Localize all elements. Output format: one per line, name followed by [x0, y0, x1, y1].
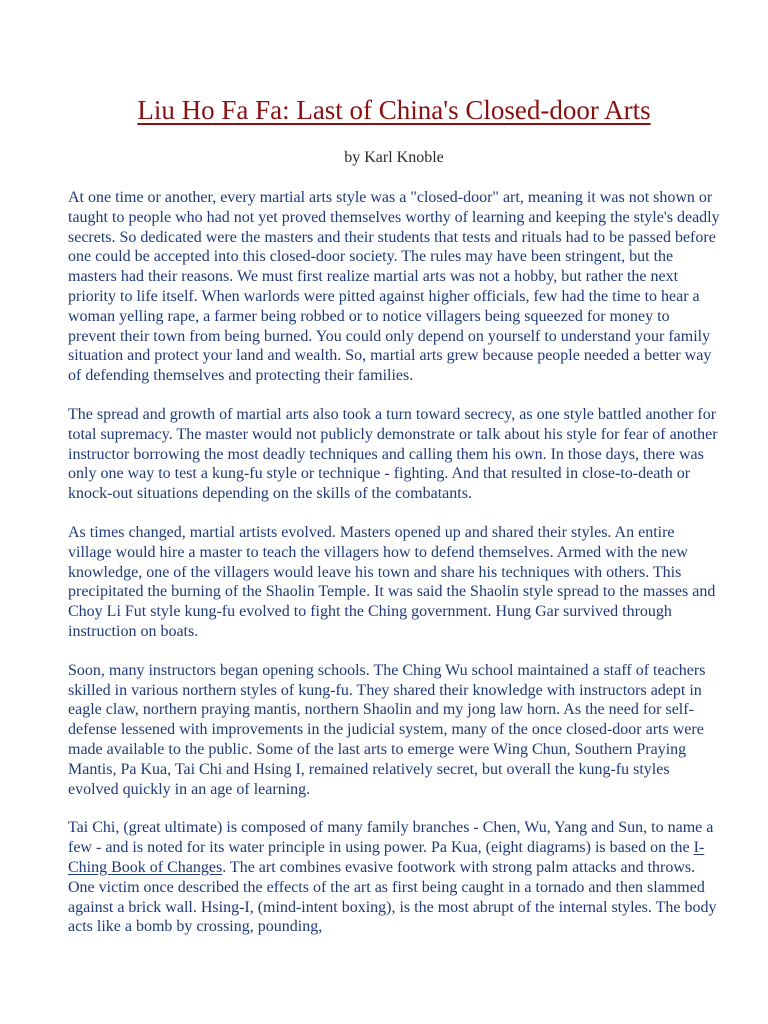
paragraph-5: [68, 818, 720, 937]
article: [68, 92, 720, 956]
paragraph-3: As times changed, martial artists evolved. Masters opened up and shared their styles. An entire village would hire a master to teach the villagers how to defend themselves. Armed with the new knowledge, one of the villagers would leave his town and share his techniques with others. This precipitated the burning of the Shaolin Temple. It was said the Shaolin style spread to the masses and Choy Li Fut style kung-fu evolved to fight the Ching government. Hung Gar survived through instruction on boats.: [68, 523, 716, 640]
paragraph-5-text-start: Tai Chi, (great ultimate) is composed of many family branches - Chen, Wu, Yang and Sun, to name a few - and is noted for its water principle in using power. Pa Kua, (eight diagrams) is based on the: [68, 819, 714, 857]
paragraph-1: At one time or another, every martial arts style was a "closed-door" art, meaning it was not shown or taught to people who had not yet proved themselves worthy of learning and keeping the style's deadly secrets. So dedicated were the masters and their students that tests and rituals had to be passed before one could be accepted into this closed-door society. The rules may have been stringent, but the masters had their reasons. We must first realize martial arts was not a hobby, but rather the next priority to life itself. When warlords were pitted against higher officials, few had the time to hear a woman yelling rape, a farmer being robbed or to notice villagers being squeezed for money to prevent their town from being burned. You could only depend on yourself to understand your family situation and protect your land and wealth. So, martial arts grew because people needed a better way of defending themselves and protecting their families.: [68, 189, 720, 385]
paragraph-4: Soon, many instructors began opening schools. The Ching Wu school maintained a staff of teachers skilled in various northern styles of kung-fu. They shared their knowledge with instructors adept in eagle claw, northern praying mantis, northern Shaolin and my jong law horn. As the need for self-defense lessened with improvements in the judicial system, many of the once closed-door arts were made available to the public. Some of the last arts to emerge were Wing Chun, Southern Praying Mantis, Pa Kua, Tai Chi and Hsing I, remained relatively secret, but overall the kung-fu styles evolved quickly in an age of learning.: [68, 661, 706, 798]
i-ching-link[interactable]: I-Ching Book of Changes: [68, 839, 705, 876]
paragraph-2: The spread and growth of martial arts also took a turn toward secrecy, as one style battled another for total supremacy. The master would not publicly demonstrate or talk about his style for fear of another instructor borrowing the most deadly techniques and calling them his own. In those days, there was only one way to test a kung-fu style or technique - fighting. And that resulted in close-to-death or knock-out situations depending on the skills of the combatants.: [68, 405, 718, 503]
paragraph-5-text-end: . The art combines evasive footwork with strong palm attacks and throws. One victim once described the effects of the art as first being caught in a tornado and then slammed against a brick wall. Hsing-I, (mind-intent boxing), is the most abrupt of the internal styles. The body acts like a bomb by crossing, pounding,: [68, 858, 717, 936]
byline: by Karl Knoble: [344, 149, 444, 166]
article-title: Liu Ho Fa Fa: Last of China's Closed-door Arts: [137, 95, 651, 125]
